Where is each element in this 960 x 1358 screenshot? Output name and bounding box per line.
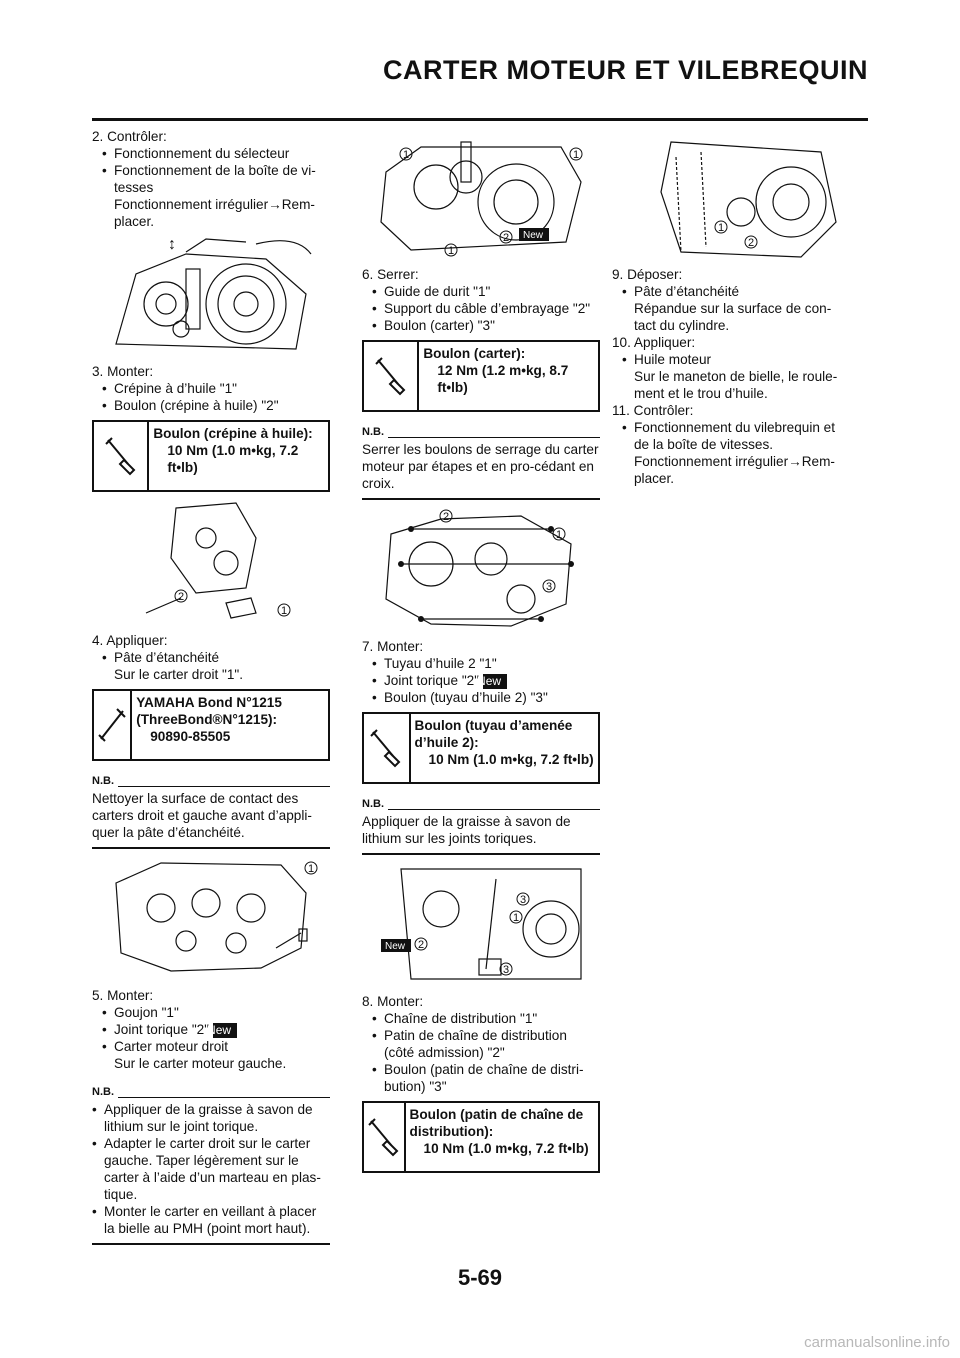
new-figure-label: New [523,230,544,241]
spec-label: Boulon (patin de chaîne de distribution): [409,1107,584,1139]
svg-text:2: 2 [748,237,755,249]
svg-text:1: 1 [403,149,410,161]
note-block-3 [362,424,600,500]
step-3-title: 3. Monter: [92,364,154,379]
note-text: Nettoyer la surface de contact des carters droit et gauche avant d’appli-quer la pâte d’étanchéité. [92,790,330,849]
spec-value: 90890-85505 [150,729,231,744]
note-heading: N.B. [362,798,384,810]
spec-label: YAMAHA Bond N°1215 (ThreeBond®N°1215): [136,695,282,727]
column-2 [362,128,600,1179]
page-number: 5-69 [457,1265,503,1290]
figure-crankcase-sealant [101,853,321,983]
step-4-bullet-1: • Pâte d’étanchéité [102,649,330,666]
step-9-bullet-1: • Pâte d’étanchéité [622,283,850,300]
svg-text:1: 1 [513,912,520,924]
step-2-bullet-2: • Fonctionnement de la boîte de vi-tesses [102,162,330,196]
step-4-note: Sur le carter droit "1". [114,667,244,682]
svg-text:3: 3 [503,964,510,976]
spec-box-chain-guide-bolt [362,1101,600,1173]
svg-text:2: 2 [503,232,510,244]
step-11-bullet-1: • Fonctionnement du vilebrequin et de la boîte de vitesses. [622,419,850,453]
note-bullet-2: • Adapter le carter droit sur le carter gauche. Taper légèrement sur le carter à l’aide d’un marteau en plas-tique. [92,1135,330,1203]
svg-text:3: 3 [546,581,553,593]
torque-wrench-icon [94,422,149,490]
step-3-bullet-2: • Boulon (crépine à huile) "2" [102,397,330,414]
spec-value: 12 Nm (1.2 m•kg, 8.7 ft•lb) [437,363,569,395]
note-text: Appliquer de la graisse à savon de lithium sur les joints toriques. [362,813,600,855]
step-5-bullet-1: • Goujon "1" [102,1004,330,1021]
step-8-title: 8. Monter: [362,994,424,1009]
spec-box-sealant [92,689,330,761]
figure-oil-pipe [371,859,591,989]
step-6-bullet-2: • Support du câble d’embrayage "2" [372,300,600,317]
note-block-4 [362,796,600,855]
figure-tightening-sequence [371,504,591,634]
step-2-title: 2. Contrôler: [92,129,167,144]
torque-wrench-icon [364,342,419,410]
step-9-title: 9. Déposer: [612,267,683,282]
step-6-title: 6. Serrer: [362,267,419,282]
title-rule [92,118,868,121]
step-5-bullet-2: • Joint torique "2"New [102,1021,330,1038]
note-heading: N.B. [362,426,384,438]
note-bullet-1: • Appliquer de la graisse à savon de lithium sur le joint torique. [92,1101,330,1135]
watermark: carmanualsonline.info [804,1334,950,1351]
step-8-bullet-1: • Chaîne de distribution "1" [372,1010,600,1027]
spec-value: 10 Nm (1.0 m•kg, 7.2 ft•lb) [167,443,299,475]
new-figure-label: New [385,941,406,952]
figure-crankcase-bolts [371,132,591,262]
figure-timing-chain [621,132,841,262]
figure-strainer [126,498,296,628]
step-2-note: Fonctionnement irrégulier→Rem-placer. [114,197,315,229]
step-3-bullet-1: • Crépine à d’huile "1" [102,380,330,397]
step-5-title: 5. Monter: [92,988,154,1003]
note-block-1 [92,773,330,849]
svg-text:2: 2 [443,511,450,523]
spec-label: Boulon (carter): [423,346,526,361]
column-1 [92,128,330,1245]
spec-label: Boulon (crépine à huile): [153,426,313,441]
spec-box-oil-pipe-bolt [362,712,600,784]
spec-value: 10 Nm (1.0 m•kg, 7.2 ft•lb) [428,752,594,767]
torque-wrench-icon [364,714,411,782]
step-7-title: 7. Monter: [362,639,424,654]
step-7-bullet-3: • Boulon (tuyau d’huile 2) "3" [372,689,600,706]
step-10-bullet-1: • Huile moteur [622,351,850,368]
step-10-title: 10. Appliquer: [612,335,696,350]
figure-shift-check [106,234,316,359]
new-badge: New [483,674,507,689]
svg-text:2: 2 [178,591,185,603]
svg-text:1: 1 [308,863,315,875]
note-block-2 [92,1084,330,1245]
step-7-bullet-1: • Tuyau d’huile 2 "1" [372,655,600,672]
spec-box-crankcase-bolt [362,340,600,412]
spec-box-strainer-bolt [92,420,330,492]
step-7-bullet-2: • Joint torique "2"New [372,672,600,689]
note-bullet-3: • Monter le carter en veillant à placer la bielle au PMH (point mort haut). [92,1203,330,1237]
step-4-title: 4. Appliquer: [92,633,168,648]
svg-text:↕: ↕ [168,236,176,253]
note-text: Serrer les boulons de serrage du carter moteur par étapes et en pro-cédant en croix. [362,441,600,500]
torque-wrench-icon [364,1103,406,1171]
note-heading: N.B. [92,775,114,787]
page-title: CARTER MOTEUR ET VILEBREQUIN [382,55,868,85]
step-6-bullet-3: • Boulon (carter) "3" [372,317,600,334]
svg-text:1: 1 [281,605,288,617]
step-8-bullet-3: • Boulon (patin de chaîne de distri-bution) "3" [372,1061,600,1095]
step-9-note: Répandue sur la surface de con-tact du cylindre. [634,301,832,333]
spec-value: 10 Nm (1.0 m•kg, 7.2 ft•lb) [423,1141,589,1156]
note-heading: N.B. [92,1086,114,1098]
step-2-bullet-1: • Fonctionnement du sélecteur [102,145,330,162]
spec-label: Boulon (tuyau d’amenée d’huile 2): [414,718,573,750]
step-11-title: 11. Contrôler: [612,403,694,418]
new-badge: New [213,1023,237,1038]
svg-text:1: 1 [448,245,455,257]
step-6-bullet-1: • Guide de durit "1" [372,283,600,300]
svg-text:2: 2 [418,939,425,951]
step-10-note: Sur le maneton de bielle, le roule-ment et le trou d’huile. [634,369,838,401]
svg-text:1: 1 [718,222,725,234]
step-5-note: Sur le carter moteur gauche. [114,1056,287,1071]
step-11-note: Fonctionnement irrégulier→Rem-placer. [634,454,835,486]
step-8-bullet-2: • Patin de chaîne de distribution (côté admission) "2" [372,1027,600,1061]
svg-text:3: 3 [520,894,527,906]
svg-text:1: 1 [573,149,580,161]
sealant-tool-icon [94,691,132,759]
column-3 [612,128,850,487]
svg-text:1: 1 [556,529,563,541]
step-5-bullet-3: • Carter moteur droit [102,1038,330,1055]
